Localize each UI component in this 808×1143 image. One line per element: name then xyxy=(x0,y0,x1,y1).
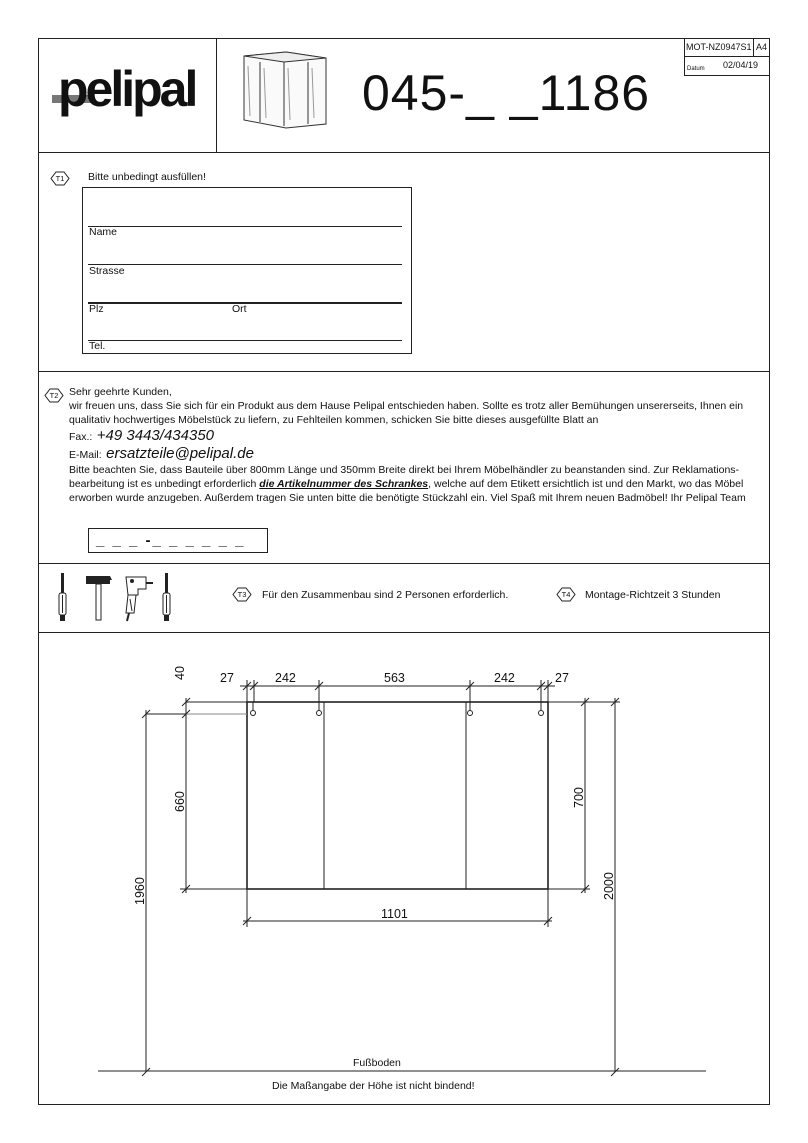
dim-27-left: 27 xyxy=(220,671,234,685)
date-label: Datum xyxy=(687,66,705,72)
article-number-emphasis: die Artikelnummer des Schrankes xyxy=(259,478,429,490)
email-label: E-Mail: xyxy=(69,449,102,461)
letter-p2-line-1: Bitte beachten Sie, dass Bauteile über 800mm Länge und 350mm Breite direkt bei Ihrem Möbelhändler zu beanstanden sind. Zur Reklamations- xyxy=(69,464,740,476)
badge-t3-label: T3 xyxy=(237,590,247,599)
letter-line-1: wir freuen uns, dass Sie sich für ein Produkt aus dem Hause Pelipal entschieden haben. Sollte es trotz aller Bemühungen unsererseits, Ihnen ein xyxy=(69,400,744,412)
assembly-time-note: Montage-Richtzeit 3 Stunden xyxy=(585,589,721,601)
hinge-1 xyxy=(251,711,256,716)
dim-27-right: 27 xyxy=(555,671,569,685)
email-value: ersatzteile@pelipal.de xyxy=(106,445,254,462)
brand-name: pelipal xyxy=(58,61,196,117)
dim-2000: 2000 xyxy=(602,872,616,900)
phone-label: Tel. xyxy=(89,340,106,352)
letter-p2-line-3: erworben wurde anzugeben. Außerdem tragen Sie unten bitte die benötigte Stückzahl ein. Viel Spaß mit Ihrem neuen Badmöbel! Ihr Pelipal Team xyxy=(69,492,746,504)
zip-label: Plz xyxy=(89,303,104,315)
badge-t4-label: T4 xyxy=(561,590,571,599)
fax-value: +49 3443/434350 xyxy=(96,427,214,444)
article-number: 045-_ _1186 xyxy=(362,65,651,121)
dim-242-right: 242 xyxy=(494,671,515,685)
dim-700: 700 xyxy=(572,787,586,808)
paper-size: A4 xyxy=(756,42,768,52)
letter-line-2: qualitativ hochwertiges Möbelstück zu liefern, zu Fehlteilen kommen, schicken Sie bitte dieses ausgefüllte Blatt an xyxy=(69,414,599,426)
assembly-persons-note: Für den Zusammenbau sind 2 Personen erforderlich. xyxy=(262,589,509,601)
city-label: Ort xyxy=(232,303,247,315)
article-entry-placeholder: _ _ _ -_ _ _ _ _ _ xyxy=(96,532,246,549)
dim-1960: 1960 xyxy=(133,877,147,905)
hinge-3 xyxy=(468,711,473,716)
height-disclaimer: Die Maßangabe der Höhe ist nicht bindend! xyxy=(272,1080,475,1092)
letter-greeting: Sehr geehrte Kunden, xyxy=(69,386,172,398)
floor-label: Fußboden xyxy=(353,1057,401,1069)
letter-p2-line-2-a: bearbeitung ist es unbedingt erforderlich xyxy=(69,478,260,490)
dim-563: 563 xyxy=(384,671,405,685)
date-value: 02/04/19 xyxy=(723,60,759,70)
hinge-4 xyxy=(539,711,544,716)
fax-label: Fax.: xyxy=(69,431,93,443)
dim-1101: 1101 xyxy=(381,907,408,921)
cabinet-outline xyxy=(247,702,548,889)
doc-code: MOT-NZ0947S1 xyxy=(686,42,752,52)
badge-t1-label: T1 xyxy=(55,174,65,183)
street-label: Strasse xyxy=(89,265,125,277)
dim-660: 660 xyxy=(173,791,187,812)
dim-242-left: 242 xyxy=(275,671,296,685)
badge-t2-label: T2 xyxy=(49,391,59,400)
letter-p2-line-2-c: , welche auf dem Etikett ersichtlich ist und den Markt, wo das Möbel xyxy=(428,478,744,490)
fill-in-title: Bitte unbedingt ausfüllen! xyxy=(88,171,206,183)
name-label: Name xyxy=(89,226,118,238)
dim-40: 40 xyxy=(173,666,187,680)
hinge-2 xyxy=(317,711,322,716)
